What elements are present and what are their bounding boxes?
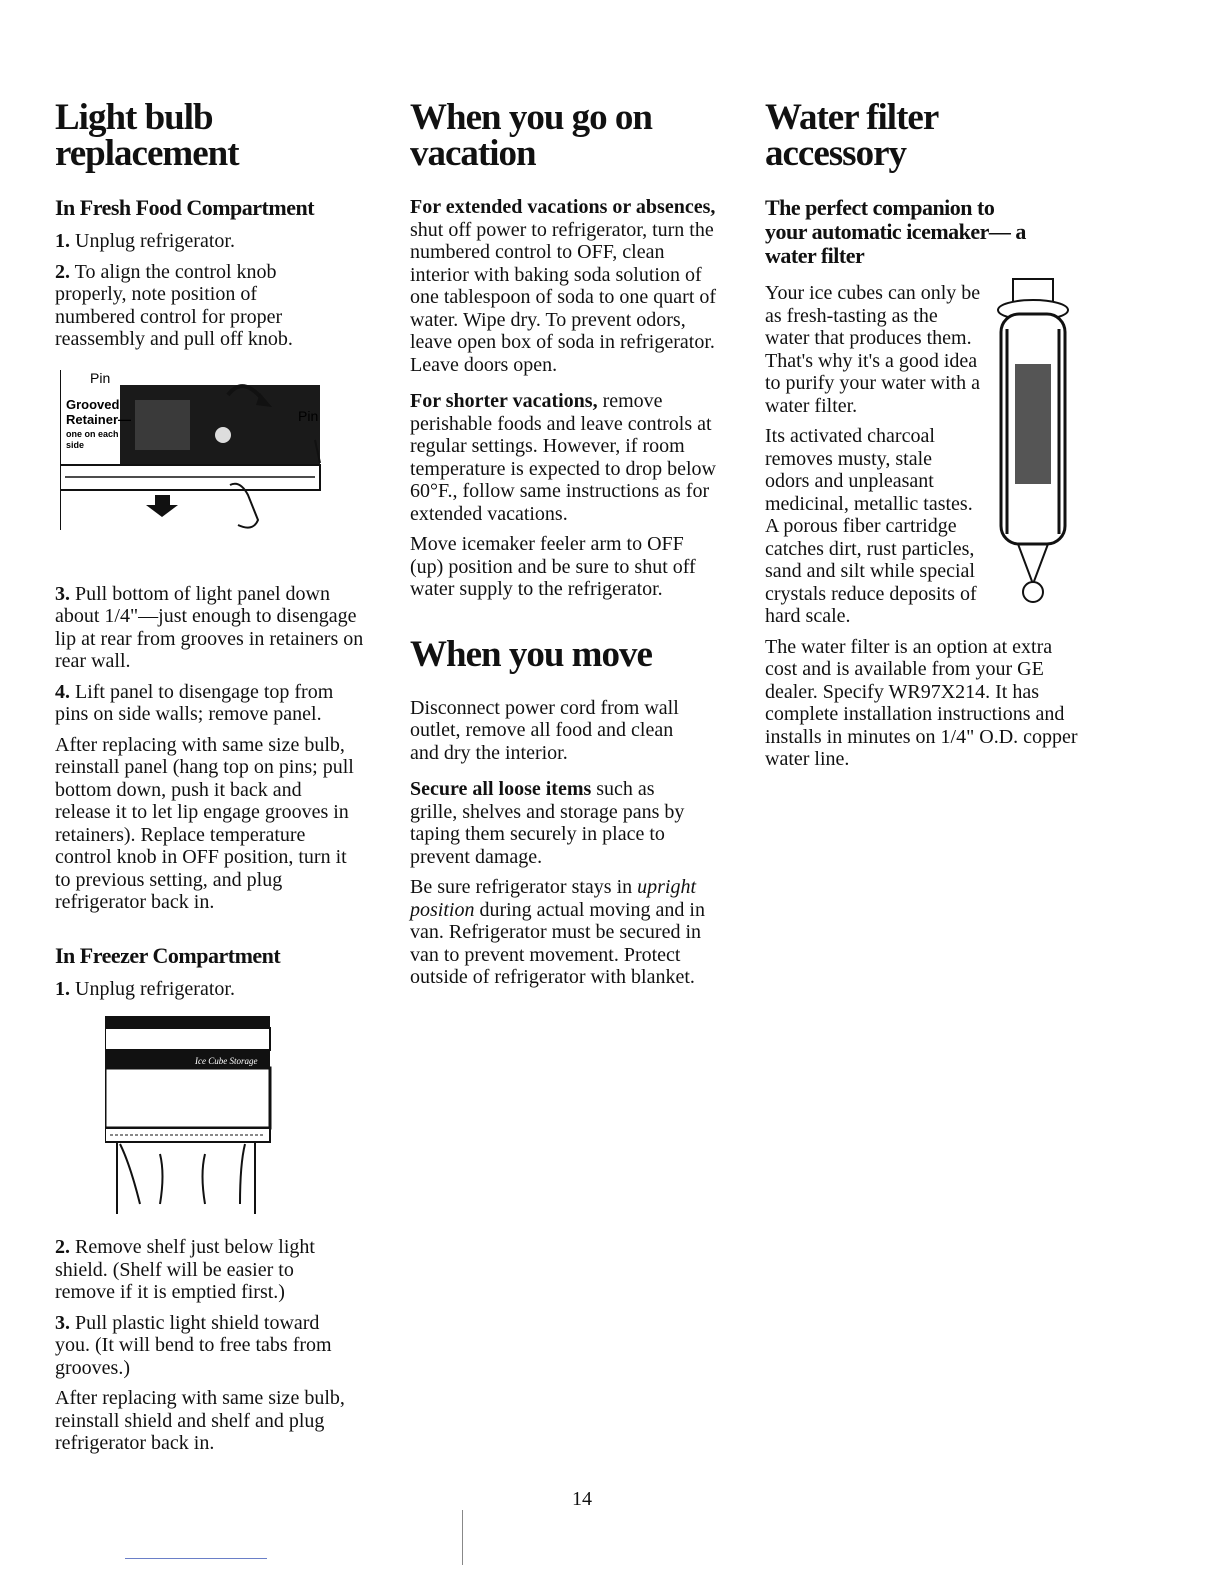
freezer-after-text: After replacing with same size bulb, reinstall shield and shelf and plug refrigerator back in. [55, 1387, 345, 1454]
page-number: 14 [572, 1488, 592, 1510]
freezer-step-3: 3. Pull plastic light shield toward you. (It will bend to free tabs from grooves.) [55, 1311, 332, 1379]
filter-p2: Its activated charcoal removes musty, stale odors and unpleasant medicinal, metallic tastes. A porous fiber cartridge catches dirt, rust particles, sand and silt while special crystals reduce deposits of hard scale. [765, 425, 977, 627]
vacation-title: When you go on vacation [410, 97, 652, 174]
fresh-after-text: After replacing with same size bulb, reinstall panel (hang top on pins; pull bottom down, push it back and release it to let lip engage grooves in retainers). Replace temperature control knob in OFF position, turn it to previous setting, and plug refrigerator back in. [55, 733, 354, 913]
water-filter-subtitle: The perfect companion to your automatic icemaker— a water filter [765, 195, 1026, 268]
vacation-column [410, 97, 720, 997]
scan-line-artifact [462, 1510, 463, 1565]
hands-icon [120, 1144, 245, 1204]
fig-label-retainer: Retainer— [66, 411, 132, 427]
water-filter-illustration [993, 274, 1073, 634]
fig-label-side: side [66, 439, 85, 450]
freezer-step-1: 1. Unplug refrigerator. [55, 977, 235, 1000]
fresh-step-1: 1. Unplug refrigerator. [55, 230, 235, 252]
light-bulb-column [55, 97, 365, 1463]
filter-p1: Your ice cubes can only be as fresh-tasting as the water that produces them. That's why it's a good idea to purify your water with a water filter. [765, 282, 981, 417]
secure-items-text: Secure all loose items such as grille, shelves and storage pans by taping them securely in place to prevent damage. [410, 778, 685, 868]
move-disconnect-text: Disconnect power cord from wall outlet, remove all food and clean and dry the interior. [410, 696, 679, 764]
move-title: When you move [410, 633, 652, 675]
fig-label-one-on: one on each [66, 428, 119, 439]
fresh-food-heading: In Fresh Food Compartment [55, 195, 315, 220]
control-knob [215, 427, 231, 443]
filter-cartridge [1015, 364, 1051, 484]
light-panel-illustration [60, 365, 335, 565]
water-filter-title: Water filter accessory [765, 97, 938, 174]
freezer-shield-illustration [105, 1014, 335, 1224]
freezer-step-2: 2. Remove shelf just below light shield. (Shelf will be easier to remove if it is emptied first.) [55, 1236, 315, 1303]
fig-label-ice-storage: Ice Cube Storage [195, 1056, 258, 1066]
water-filter-column [765, 97, 1085, 779]
fig-label-grooved: Grooved [66, 396, 120, 412]
fresh-step-3: 3. Pull bottom of light panel down about 1/4"—just enough to disengage lip at rear from grooves in retainers on rear wall. [55, 582, 364, 672]
shorter-vacation-text: For shorter vacations, remove perishable foods and leave controls at regular settings. However, if room temperature is expected to drop below 60°F., follow same instructions as for extended vacations. [410, 390, 716, 525]
light-bulb-title: Light bulb replacement [55, 97, 239, 174]
icemaker-text: Move icemaker feeler arm to OFF (up) position and be sure to shut off water supply to the refrigerator. [410, 533, 696, 600]
fig-label-pin-left: Pin [90, 369, 111, 386]
extended-vacation-text: For extended vacations or absences, shut off power to refrigerator, turn the numbered control to OFF, clean interior with baking soda solution of one tablespoon of soda to one quart of water. Wipe dry. To prevent odors, leave open box of soda in refrigerator. Leave doors open. [410, 196, 717, 376]
fig-label-pin-right: Pin [298, 407, 319, 424]
freezer-heading: In Freezer Compartment [55, 942, 281, 968]
fitting-icon [1023, 582, 1043, 602]
scan-underline-artifact [125, 1558, 267, 1559]
upright-text: Be sure refrigerator stays in upright position during actual moving and in van. Refrigerator must be secured in van to prevent movement. Protect outside of refrigerator with blanket. [410, 876, 705, 988]
fresh-step-4: 4. Lift panel to disengage top from pins on side walls; remove panel. [55, 680, 334, 725]
down-arrow-icon [146, 495, 178, 517]
fresh-step-2: 2. To align the control knob properly, note position of numbered control for proper reassembly and pull off knob. [55, 260, 293, 350]
filter-text-block [765, 282, 1085, 771]
filter-p3: The water filter is an option at extra cost and is available from your GE dealer. Specify WR97X214. It has complete installation instructions and installs in minutes on 1/4" O.D. copper water line. [765, 635, 1078, 770]
